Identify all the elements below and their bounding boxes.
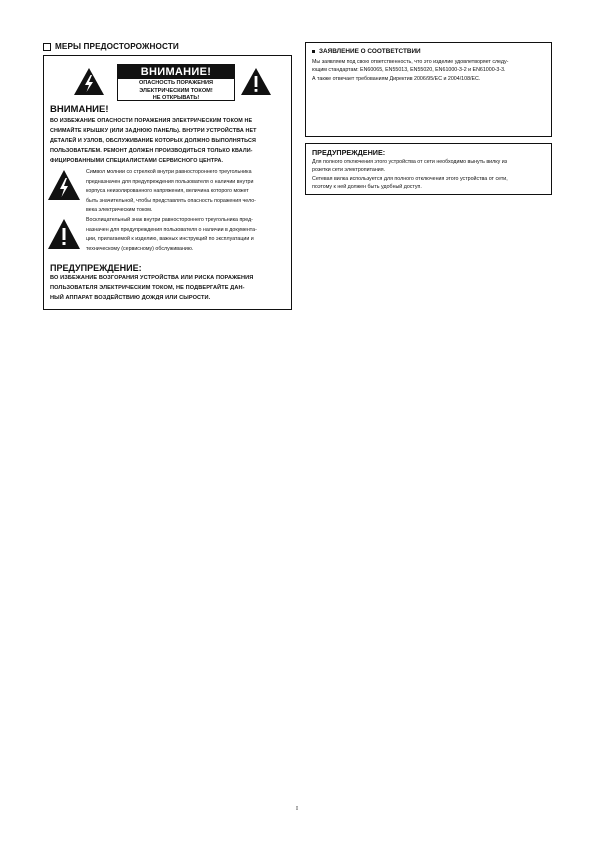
conformity-title xyxy=(312,48,421,55)
exclamation-line: Восклицательный знак внутри равностороннего треугольника пред- xyxy=(86,217,253,223)
conformity-line: ющим стандартам: EN60065, EN55013, EN55020, EN61000-3-2 и EN61000-3-3. xyxy=(312,67,506,74)
checkbox-icon xyxy=(43,43,51,51)
conformity-line: Мы заявляем под свою ответственность, что это изделие удовлетворяет следу- xyxy=(312,59,509,65)
caution-heading: ВНИМАНИЕ! xyxy=(50,104,109,115)
warning-heading: ПРЕДУПРЕЖДЕНИЕ: xyxy=(50,263,142,273)
note-line: поэтому к ней должен быть удобный доступ. xyxy=(312,183,422,190)
warning-banner xyxy=(117,64,235,101)
lightning-triangle-icon xyxy=(48,170,80,200)
section-title xyxy=(43,42,179,51)
lightning-triangle-icon xyxy=(74,68,104,95)
caution-line: ФИЦИРОВАННЫМИ СПЕЦИАЛИСТАМИ СЕРВИСНОГО ЦЕНТРА. xyxy=(50,158,224,164)
banner-line-1: ОПАСНОСТЬ ПОРАЖЕНИЯ xyxy=(138,80,214,86)
caution-line: ДЕТАЛЕЙ И УЗЛОВ, ОБСЛУЖИВАНИЕ КОТОРЫХ ДОЛЖНО ВЫПОЛНЯТЬСЯ xyxy=(50,138,256,144)
exclamation-description xyxy=(86,216,288,254)
warning-line: ВО ИЗБЕЖАНИЕ ВОЗГОРАНИЯ УСТРОЙСТВА ИЛИ РИСКА ПОРАЖЕНИЯ xyxy=(50,275,254,281)
warning-line: НЫЙ АППАРАТ ВОЗДЕЙСТВИЮ ДОЖДЯ ИЛИ СЫРОСТИ. xyxy=(50,295,211,301)
warning-banner-row xyxy=(44,61,293,101)
caution-line: ВО ИЗБЕЖАНИЕ ОПАСНОСТИ ПОРАЖЕНИЯ ЭЛЕКТРИЧЕСКИМ ТОКОМ НЕ xyxy=(50,118,253,124)
note-line: розетки сети электропитания. xyxy=(312,167,386,174)
warning-text xyxy=(50,273,288,303)
lightning-description xyxy=(86,168,288,216)
caution-line: ПОЛЬЗОВАТЕЛЕМ. РЕМОНТ ДОЛЖЕН ПРОИЗВОДИТЬСЯ ТОЛЬКО КВАЛИ- xyxy=(50,148,253,154)
caution-line: СНИМАЙТЕ КРЫШКУ (ИЛИ ЗАДНЮЮ ПАНЕЛЬ). ВНУТРИ УСТРОЙСТВА НЕТ xyxy=(50,128,257,134)
caution-text xyxy=(50,116,288,166)
page-number: I xyxy=(296,806,298,812)
lightning-line: быть значительной, чтобы представлять опасность поражения чело- xyxy=(86,197,256,204)
warning-line: ПОЛЬЗОВАТЕЛЯ ЭЛЕКТРИЧЕСКИМ ТОКОМ, НЕ ПОДВЕРГАЙТЕ ДАН- xyxy=(50,285,245,291)
exclamation-triangle-icon xyxy=(48,219,80,249)
section-title-text: МЕРЫ ПРЕДОСТОРОЖНОСТИ xyxy=(55,42,179,51)
note-text xyxy=(312,158,547,191)
banner-line-2: ЭЛЕКТРИЧЕСКИМ ТОКОМ! xyxy=(139,87,213,94)
note-heading: ПРЕДУПРЕЖДЕНИЕ: xyxy=(312,148,386,157)
conformity-title-text: ЗАЯВЛЕНИЕ О СООТВЕТСТВИИ xyxy=(319,48,421,55)
bullet-icon xyxy=(312,50,315,53)
lightning-line: предназначен для предупреждения пользователя о наличии внутри xyxy=(86,178,254,185)
exclamation-line: техническому (сервисному) обслуживанию. xyxy=(86,245,194,252)
exclamation-line: ции, прилагаемой к изделию, важных инструкций по эксплуатации и xyxy=(86,236,254,242)
exclamation-line: назначен для предупреждения пользователя о наличии в документа- xyxy=(86,226,257,233)
lightning-line: корпуса неизолированного напряжения, величина которого может xyxy=(86,188,249,194)
safety-warning-box xyxy=(43,55,292,310)
banner-line-3: НЕ ОТКРЫВАТЬ! xyxy=(152,95,200,102)
conformity-text xyxy=(312,58,547,83)
disconnect-warning-box xyxy=(305,143,552,195)
banner-title: ВНИМАНИЕ! xyxy=(118,65,234,79)
note-line: Для полного отключения этого устройства от сети необходимо вынуть вилку из xyxy=(312,159,508,165)
lightning-line: века электрическим током. xyxy=(86,207,153,213)
lightning-line: Символ молнии со стрелкой внутри равностороннего треугольника xyxy=(86,169,252,175)
exclamation-triangle-icon xyxy=(241,68,271,95)
conformity-line: А также отвечает требованиям Директив 2006/95/EC и 2004/108/EC. xyxy=(312,75,481,82)
conformity-box xyxy=(305,42,552,137)
note-line: Сетевая вилка используется для полного отключения этого устройства от сети, xyxy=(312,175,508,182)
